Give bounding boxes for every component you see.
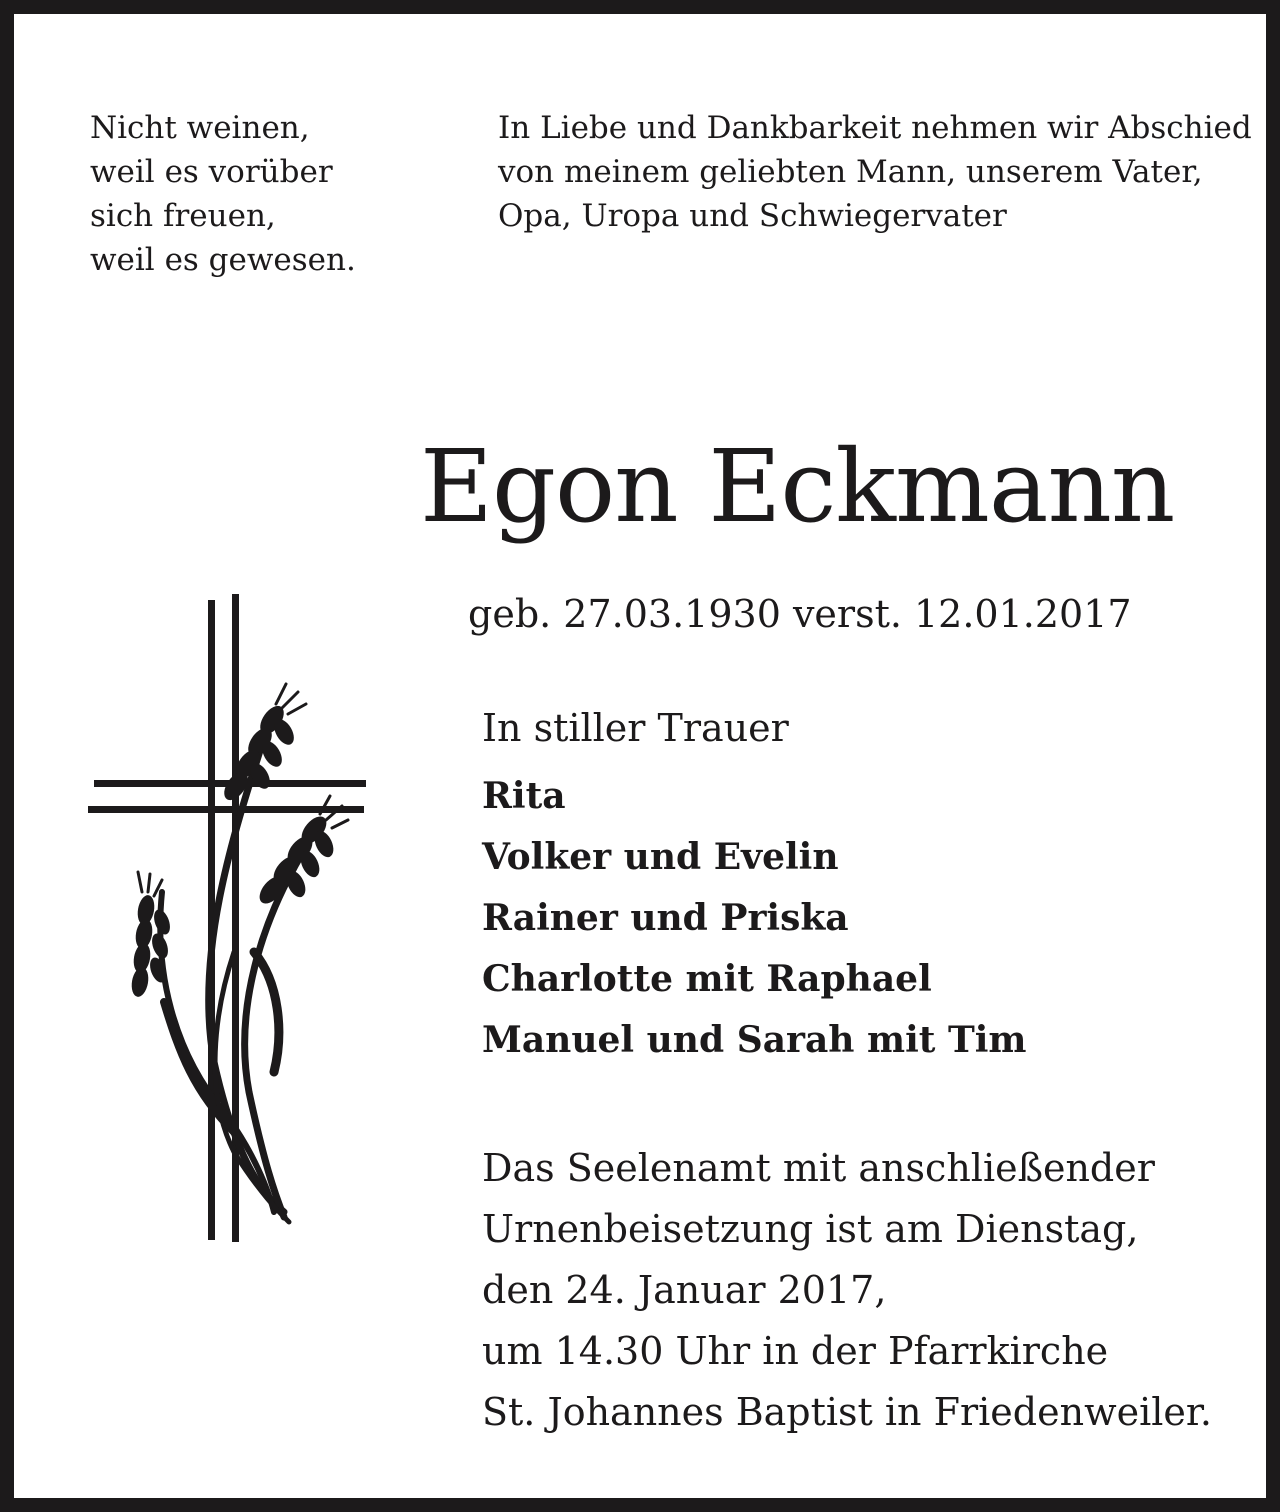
cross-with-wheat-icon xyxy=(84,592,374,1244)
mourner-name: Rita xyxy=(482,775,566,817)
mourner-name: Rainer und Priska xyxy=(482,897,849,939)
mourner-name: Charlotte mit Raphael xyxy=(482,958,932,1000)
poem-verse xyxy=(90,106,450,282)
poem-line: weil es vorüber xyxy=(90,154,333,190)
intro-line: von meinem geliebten Mann, unserem Vater, xyxy=(498,154,1203,190)
funeral-service-info xyxy=(482,1138,1242,1443)
deceased-name: Egon Eckmann xyxy=(420,428,1175,545)
service-line: Das Seelenamt mit anschließender xyxy=(482,1146,1155,1190)
mourner-name: Volker und Evelin xyxy=(482,836,839,878)
poem-line: Nicht weinen, xyxy=(90,110,310,146)
poem-line: weil es gewesen. xyxy=(90,242,356,278)
service-line: St. Johannes Baptist in Friedenweiler. xyxy=(482,1390,1212,1434)
intro-line: Opa, Uropa und Schwiegervater xyxy=(498,198,1007,234)
farewell-intro xyxy=(498,106,1258,238)
mourner-name: Manuel und Sarah mit Tim xyxy=(482,1019,1027,1061)
poem-line: sich freuen, xyxy=(90,198,276,234)
service-line: den 24. Januar 2017, xyxy=(482,1268,887,1312)
mourners-list xyxy=(482,766,1182,1071)
service-line: Urnenbeisetzung ist am Dienstag, xyxy=(482,1207,1139,1251)
life-dates: geb. 27.03.1930 verst. 12.01.2017 xyxy=(468,592,1132,636)
intro-line: In Liebe und Dankbarkeit nehmen wir Abschied xyxy=(498,110,1252,146)
service-line: um 14.30 Uhr in der Pfarrkirche xyxy=(482,1329,1109,1373)
mourning-label: In stiller Trauer xyxy=(482,706,789,750)
